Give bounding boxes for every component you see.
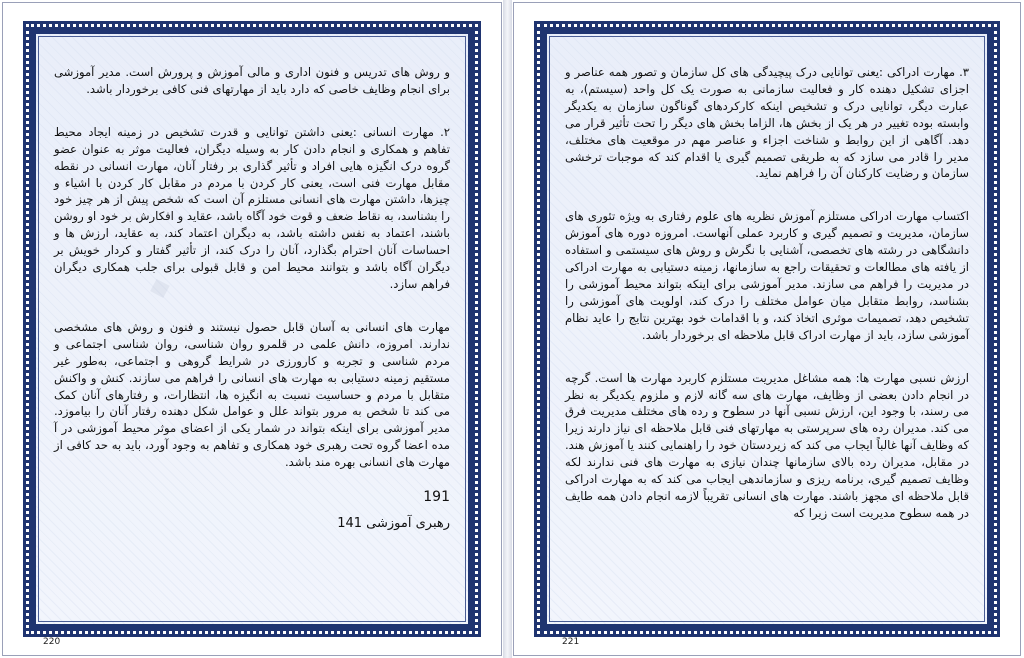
- page-number: 220: [43, 637, 61, 647]
- stray-heading: رهبری آموزشی 141: [337, 515, 450, 531]
- left-page-text: [54, 64, 450, 584]
- stray-number: 191: [423, 489, 450, 506]
- page-number: 221: [562, 637, 580, 647]
- paragraph: ارزش نسبی مهارت ها: همه مشاغل مدیریت مستلزم کاربرد مهارت ها است. گرچه در انجام دادن بعضی از وظایف، مهارت های سه گانه لازم و ملزوم یکدیگر به نظر می رسند، با وجود این، ارزش نسبی آنها در سطوح و رده های مختلف مدیریت فرق می کند. مدیران رده های سرپرستی به مهارتهای فنی قابل ملاحظه ای نیاز دارند زیرا که وظایف آنها غالباً ایجاب می کند که زیردستان خود را راهنمایی کنند یا آموزش هند. در مقابل، مدیران رده بالای سازمانها چندان نیازی به مهارت های فنی ندارند لکه وظایف تصمیم گیری، برنامه ریزی و سازماندهی ایجاب می کند که به مهارت ادراکی قابل ملاحظه ای مجهز باشند. مهارت های انسانی تقریباً لازمه انجام دادن همه طایف در همه سطوح مدیریت است زیرا که: [565, 370, 969, 520]
- left-page: [2, 2, 502, 656]
- paragraph: مهارت های انسانی به آسان قابل حصول نیستند و فنون و روش های مشخصی ندارند. امروزه، دانش علمی در قلمرو روان شناسی، روان شناسی اجتماعی و مردم شناسی و تجربه و کارورزی در شرایط گروهی و اجتماعی، به‌طور غیر مستقیم زمینه دستیابی به مهارت های انسانی را فراهم می سازند. کنش و واکنش متقابل با مردم و حساسیت نسبت به انگیزه ها، انتظارات، و رفتارهای آنان کمک می کند تا شخص به مرور بتواند علل و عوامل شکل دهنده رفتار آنان را بیاموزد. مدیر آموزشی برای اینکه بتواند در شمار یکی از اعضای موثر محیط آموزشی در آ مده اعضا گروه تحت رهبری خود همکاری و تفاهم به وجود آورد، باید به حد کافی از مهارت های انسانی بهره مند باشد.: [54, 319, 450, 470]
- paragraph: و روش های تدریس و فنون اداری و مالی آموزش و پرورش است. مدیر آموزشی برای انجام وظایف خاصی که دارد باید از مهارتهای فنی کافی برخوردار باشد.: [54, 65, 450, 96]
- right-decorative-frame: [534, 21, 1000, 637]
- paragraph: اکتساب مهارت ادراکی مستلزم آموزش نظریه های علوم رفتاری به ویژه تئوری های سازمان، مدیریت و تصمیم گیری و کاربرد عملی آنهاست. امروزه دوره های آموزش دانشگاهی در رشته های تخصصی، آشنایی با نگرش و روش های سیستمی و استفاده از یافته های مطالعات و تحقیقات راجع به سازمانها، زمینه دستیابی به مهارت ادراکی در مدیریت را فراهم می سازند. مدیر آموزشی برای اینکه بتواند محیط آموزشی را بشناسد، روابط متقابل میان عوامل مختلف را درک کند، اولویت های آموزشی را تشخیص دهد، تصمیمات موثری اتخاذ کند، و با اقدامات خود بهترین نتایج را عاید نظام آموزشی سازد، باید از مهارت ادراک قابل ملاحظه ای برخوردار باشد.: [565, 209, 969, 342]
- book-gutter: [503, 0, 512, 658]
- right-page: [513, 2, 1021, 656]
- left-decorative-frame: [23, 21, 481, 637]
- paragraph: ۲. مهارت انسانی :یعنی داشتن توانایی و قدرت تشخیص در زمینه ایجاد محیط تفاهم و همکاری و انجام دادن کار به وسیله دیگران، فعالیت موثر به عنوان عضو گروه درک انگیزه هایی افراد و تأثیر گذاری بر رفتار آنان، مهارت انسانی در نقطه مقابل مهارت فنی است، یعنی کار کردن با مردم در مقابل کار کردن با اشیاء و چیزها، داشتن مهارت های انسانی مستلزم آن است که شخص پیش از هر چیز خود را بشناسد، به نقاط ضعف و قوت خود آگاه باشد، عقاید و افکارش بر خود او روشن باشند، اعتماد به نفس داشته باشد، به دیگران اعتماد کند، به عقاید، ارزش ها و احساسات آنان احترام بگذارد، آنان را درک کند، از تأثیر گفتار و کردار خویش بر دیگران آگاه باشد و بتوانند محیط امن و قابل قبولی برای جلب همکاری دیگران فراهم سازد.: [54, 124, 450, 291]
- right-page-text: [565, 64, 969, 584]
- watermark: ·: [114, 254, 208, 324]
- paragraph: ۳. مهارت ادراکی :یعنی توانایی درک پیچیدگی های کل سازمان و تصور همه عناصر و اجزای تشکیل دهنده کار و فعالیت سازمانی به صورت یک کل واحد (سیستم)، به عبارت دیگر، توانایی درک و تشخیص اینکه کارکردهای گوناگون سازمان به یکدیگر وابسته بوده تغییر در هر یک از بخش ها، الزاما بخش های دیگر را تحت تأثیر قرار می دهد. آگاهی از این روابط و شناخت اجزاء و عناصر مهم در موقعیت های مختلف، مدیر را قادر می سازد که به طریقی تصمیم گیری یا اقدام کند که موجبات ترخشی سازمان و رضایت کارکنان آن را فراهم نماید.: [565, 65, 969, 181]
